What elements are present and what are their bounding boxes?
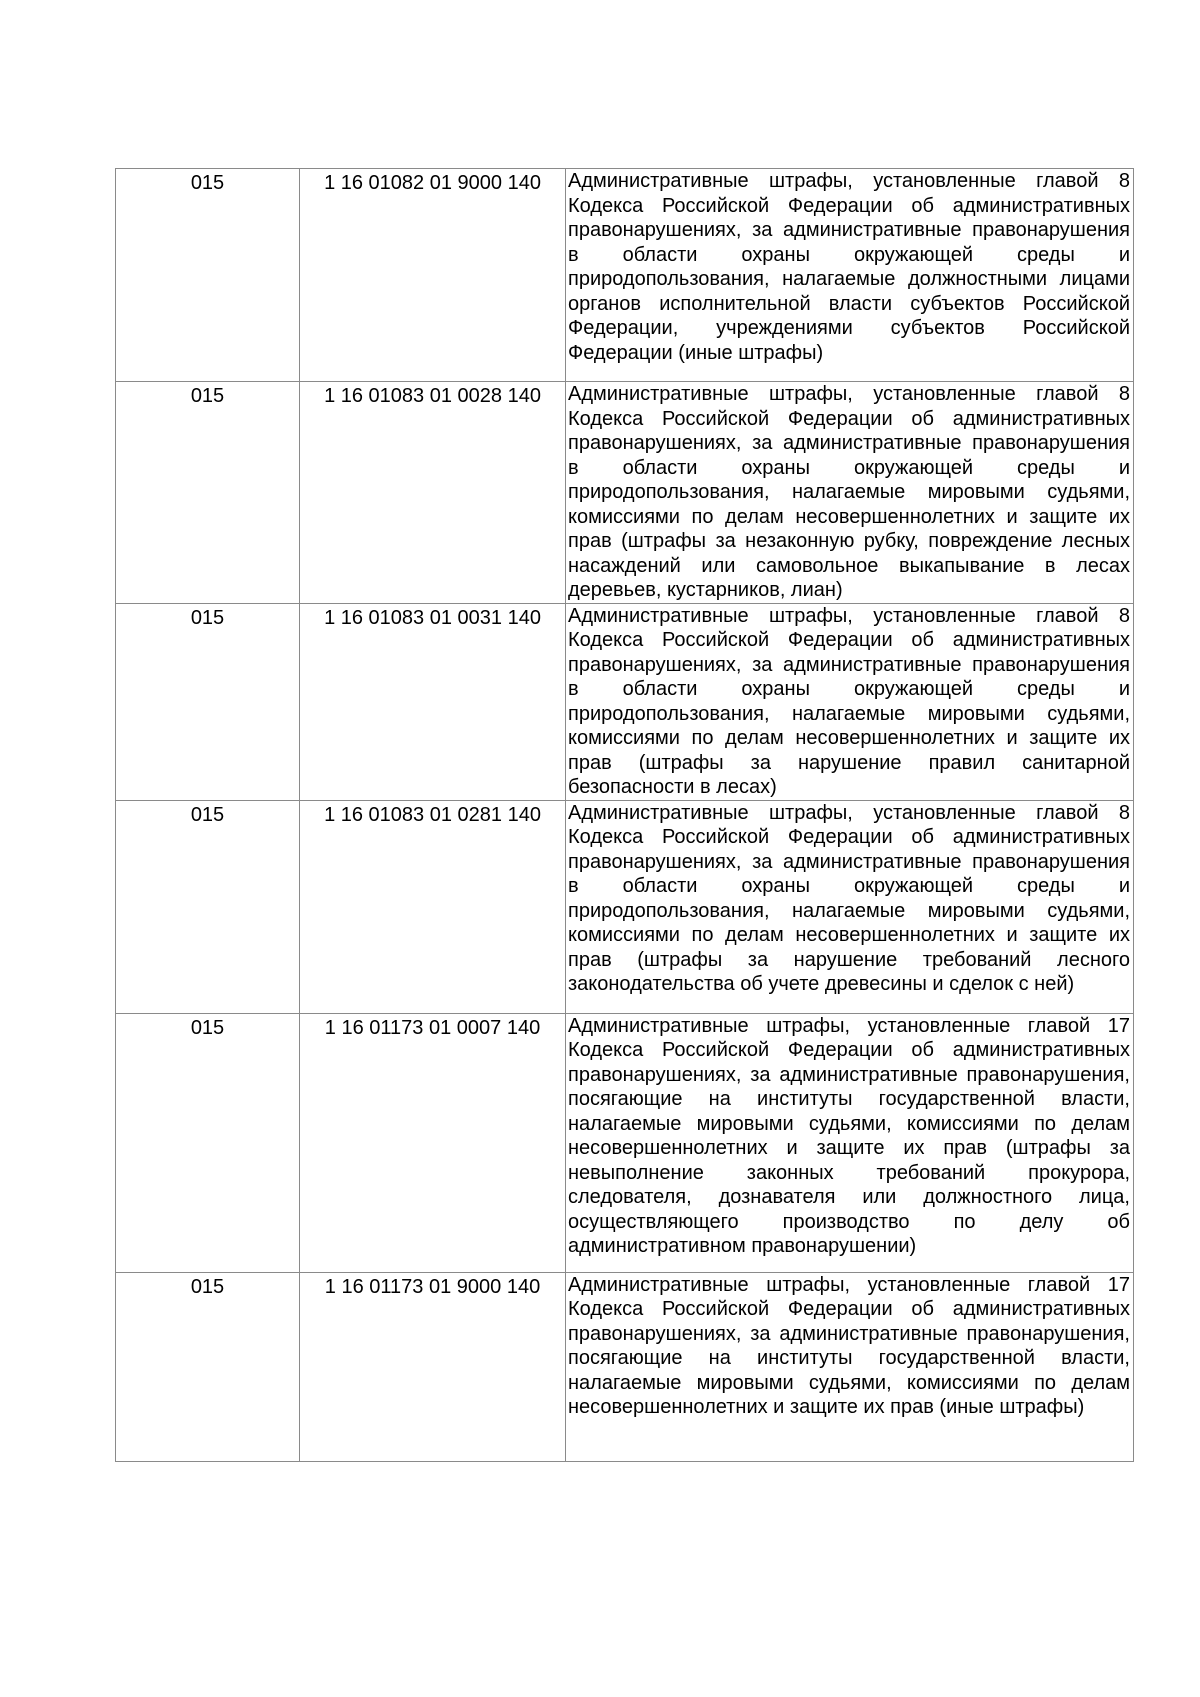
budget-code-cell (300, 603, 566, 800)
description-cell (566, 382, 1134, 604)
fee-description: Административные штрафы, установленные главой 8 Кодекса Российской Федерации об административных правонарушениях, за административные правонарушения в области охраны окружающей среды и природопользования, налагаемые мировыми судьями, комиссиями по делам несовершеннолетних и защите их прав (штрафы за незаконную рубку, повреждение лесных насаждений или самовольное выкапывание в лесах деревьев, кустарников, лиан) (568, 383, 1130, 601)
table-row (116, 382, 1134, 604)
admin-code-cell (116, 800, 300, 1013)
budget-codes-table (115, 168, 1134, 1462)
budget-code: 1 16 01083 01 0281 140 (324, 803, 541, 826)
admin-code-cell (116, 169, 300, 382)
budget-code-cell (300, 800, 566, 1013)
admin-code: 015 (190, 1275, 225, 1298)
table-row (116, 1013, 1134, 1272)
budget-code-cell (300, 382, 566, 604)
admin-code: 015 (190, 385, 225, 407)
budget-code: 1 16 01173 01 9000 140 (324, 1275, 541, 1298)
budget-code-cell (300, 1013, 566, 1272)
description-cell (566, 169, 1134, 382)
description-cell (566, 1013, 1134, 1272)
admin-code: 015 (190, 172, 225, 194)
admin-code: 015 (190, 803, 225, 826)
admin-code-cell (116, 1013, 300, 1272)
description-cell (566, 800, 1134, 1013)
budget-code: 1 16 01083 01 0031 140 (324, 606, 541, 629)
admin-code-cell (116, 382, 300, 604)
table-row (116, 1272, 1134, 1461)
budget-code: 1 16 01082 01 9000 140 (324, 172, 541, 194)
budget-code: 1 16 01173 01 0007 140 (324, 1016, 541, 1039)
description-cell (566, 1272, 1134, 1461)
fee-description: Административные штрафы, установленные главой 17 Кодекса Российской Федерации об административных правонарушениях, за административные правонарушения, посягающие на институты государственной власти, налагаемые мировыми судьями, комиссиями по делам несовершеннолетних и защите их прав (иные штрафы) (568, 1273, 1130, 1418)
fee-description: Административные штрафы, установленные главой 8 Кодекса Российской Федерации об административных правонарушениях, за административные правонарушения в области охраны окружающей среды и природопользования, налагаемые мировыми судьями, комиссиями по делам несовершеннолетних и защите их прав (штрафы за нарушение правил санитарной безопасности в лесах) (568, 604, 1130, 798)
table-row (116, 800, 1134, 1013)
fee-description: Административные штрафы, установленные главой 17 Кодекса Российской Федерации об административных правонарушениях, за административные правонарушения, посягающие на институты государственной власти, налагаемые мировыми судьями, комиссиями по делам несовершеннолетних и защите их прав (штрафы за невыполнение законных требований прокурора, следователя, дознавателя или должностного лица, осуществляющего производство по делу об административном правонарушении) (568, 1014, 1130, 1257)
budget-code: 1 16 01083 01 0028 140 (324, 385, 541, 407)
budget-code-cell (300, 1272, 566, 1461)
admin-code: 015 (190, 606, 225, 629)
description-cell (566, 603, 1134, 800)
budget-code-cell (300, 169, 566, 382)
table-row (116, 169, 1134, 382)
fee-description: Административные штрафы, установленные главой 8 Кодекса Российской Федерации об административных правонарушениях, за административные правонарушения в области охраны окружающей среды и природопользования, налагаемые должностными лицами органов исполнительной власти субъектов Российской Федерации, учреждениями субъектов Российской Федерации (иные штрафы) (568, 170, 1130, 364)
admin-code-cell (116, 603, 300, 800)
admin-code: 015 (190, 1016, 225, 1039)
fee-description: Административные штрафы, установленные главой 8 Кодекса Российской Федерации об административных правонарушениях, за административные правонарушения в области охраны окружающей среды и природопользования, налагаемые мировыми судьями, комиссиями по делам несовершеннолетних и защите их прав (штрафы за нарушение требований лесного законодательства об учете древесины и сделок с ней) (568, 801, 1130, 995)
table-row (116, 603, 1134, 800)
admin-code-cell (116, 1272, 300, 1461)
